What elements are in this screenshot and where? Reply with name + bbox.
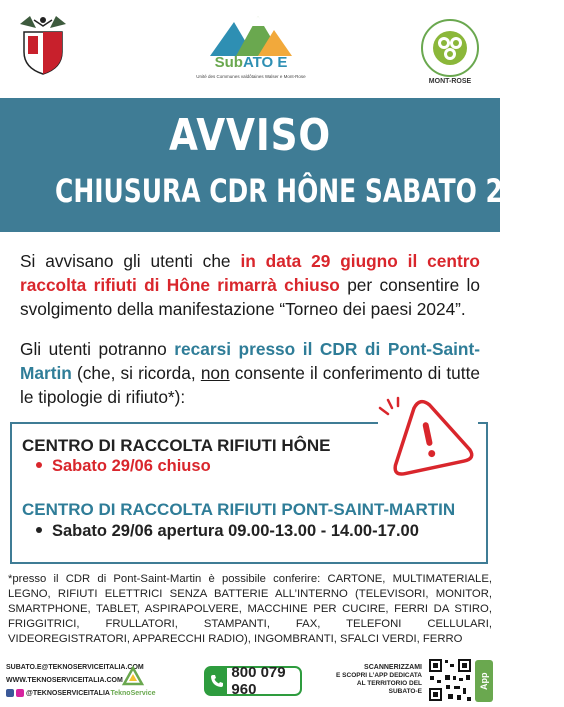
psm-center-schedule-text: Sabato 29/06 apertura 09.00-13.00 - 14.00-17.00 <box>52 522 419 540</box>
hone-center-schedule-text: Sabato 29/06 chiuso <box>52 457 211 475</box>
subato-e-logo <box>196 12 306 84</box>
facebook-icon[interactable] <box>6 689 14 697</box>
p2-text-e: consente il conferimento di tutte le tipologie di rifiuto*): <box>20 363 480 407</box>
mont-rose-logo <box>418 18 482 88</box>
subato-logo-title-b: ATO E <box>242 54 288 71</box>
p2-text-c: (che, si ricorda, <box>71 363 201 383</box>
hone-center-title: CENTRO DI RACCOLTA RIFIUTI HÔNE <box>22 436 331 455</box>
p2-underlined-non: non <box>200 363 230 383</box>
qr-code[interactable] <box>428 658 472 702</box>
phone-icon <box>206 668 227 694</box>
bullet-icon <box>36 462 42 468</box>
psm-center-title: CENTRO DI RACCOLTA RIFIUTI PONT-SAINT-MARTIN <box>22 500 456 519</box>
hone-center-schedule <box>36 457 211 476</box>
scan-cta <box>330 664 422 696</box>
subato-logo-caption: Unité des Communes valdôtaines Walser e Mont-Rose <box>196 74 306 79</box>
notice-paragraph-1 <box>20 249 480 321</box>
accepted-waste-note: *presso il CDR di Pont-Saint-Martin è possibile conferire: CARTONE, MULTIMATERIALE, LEGNO, RIFIUTI ELETTRICI SENZA BATTERIE ALL’INTERNO (TELEVISORI, MONITOR, SMARTPHONE, TABLET, ASPIRAPOLVERE, MACCHINE PER CUCIRE, FERRI DA STIRO, FRIGGITRICI, FRULLATORI, STAMPANTI, FAX, TELEFONI CELLULARI, VIDEOREGISTRATORI, APPARECCHI RADIO), INGOMBRANTI, SFALCI VERDI, FERRO <box>8 573 492 645</box>
p1-text-a: Si avvisano gli utenti che <box>20 251 241 271</box>
page-title: AVVISO <box>168 110 332 161</box>
bullet-icon <box>36 527 42 533</box>
scan-text: E SCOPRI L’APP DEDICATA AL TERRITORIO DEL SUBATO-E <box>336 672 422 695</box>
valle-aosta-crest-logo <box>14 14 72 78</box>
title-banner <box>0 98 564 232</box>
toll-free-number[interactable] <box>204 666 302 696</box>
p2-highlight: recarsi presso il CDR di Pont-Saint-Martin <box>20 339 480 383</box>
instagram-icon[interactable] <box>16 689 24 697</box>
mont-rose-logo-caption: MONT-ROSE <box>428 78 472 85</box>
footer-social-handle: @TEKNOSERVICEITALIA <box>26 689 110 697</box>
warning-icon <box>378 396 478 476</box>
footer-email-link[interactable]: SUBATO.E@TEKNOSERVICEITALIA.COM <box>6 664 144 671</box>
scan-title: SCANNERIZZAMI <box>364 664 422 671</box>
footer-website-link[interactable]: WWW.TEKNOSERVICEITALIA.COM <box>6 677 123 684</box>
page-subtitle: CHIUSURA CDR HÔNE SABATO 29/06 <box>55 172 564 210</box>
teknoservice-label: TeknoService <box>110 690 156 697</box>
psm-center-schedule <box>36 522 419 541</box>
p1-highlight: in data 29 giugno il centro raccolta rifiuti di Hône rimarrà chiuso <box>20 251 480 295</box>
phone-number: 800 079 960 <box>231 664 286 698</box>
subato-logo-title-a: Sub <box>214 54 243 71</box>
p2-text-a: Gli utenti potranno <box>20 339 175 359</box>
teknoservice-logo <box>108 666 158 702</box>
app-badge[interactable]: App <box>475 660 493 702</box>
p1-text-c: per consentire lo svolgimento della manifestazione “Torneo dei paesi 2024”. <box>20 275 480 319</box>
footer-social[interactable] <box>6 689 110 697</box>
